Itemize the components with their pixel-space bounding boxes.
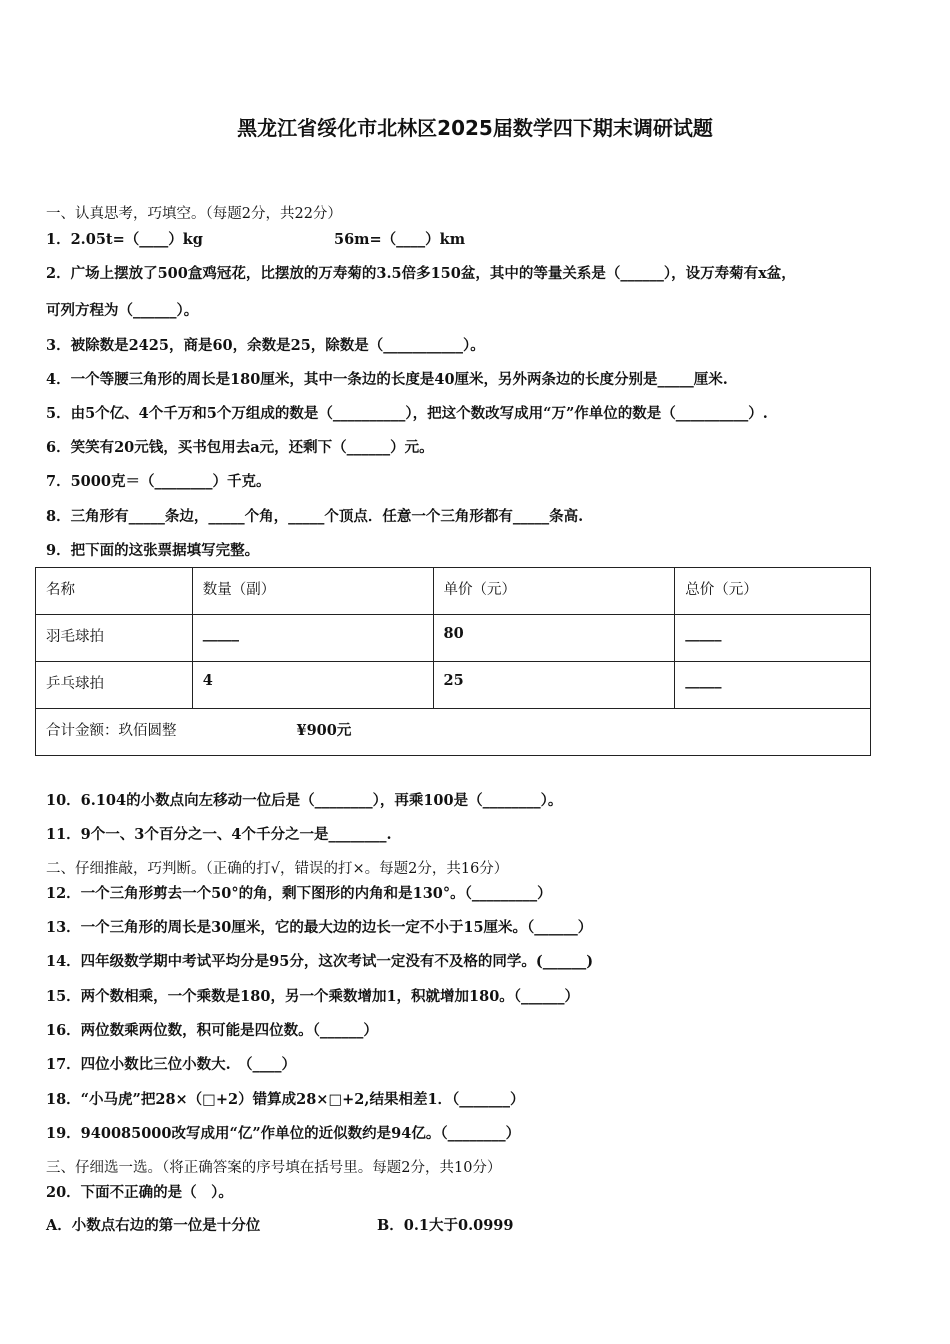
table-cell: 乒乓球拍 <box>36 662 193 709</box>
question-4: 4．一个等腰三角形的周长是180厘米，其中一条边的长度是40厘米，另外两条边的长度分别是_____厘米. <box>46 371 728 388</box>
question-1a: 1．2.05t=（____）kg <box>46 231 203 248</box>
table-header: 数量（副） <box>192 568 433 615</box>
page-title: 黑龙江省绥化市北林区2025届数学四下期末调研试题 <box>237 116 713 140</box>
question-1b: 56m=（____）km <box>334 231 466 248</box>
receipt-table <box>35 567 871 756</box>
table-cell: 4 <box>192 662 433 709</box>
question-17: 17．四位小数比三位小数大. （____） <box>46 1056 296 1073</box>
option-a: A．小数点右边的第一位是十分位 <box>46 1217 261 1234</box>
table-header: 总价（元） <box>675 568 871 615</box>
table-total-cell <box>36 709 871 756</box>
table-total-row <box>36 709 871 756</box>
section-3-heading: 三、仔细选一选。（将正确答案的序号填在括号里。每题2分，共10分） <box>46 1160 502 1176</box>
question-7: 7．5000克＝（________）千克。 <box>46 473 271 490</box>
table-header-row <box>36 568 871 615</box>
question-20: 20．下面不正确的是（ ）。 <box>46 1184 233 1201</box>
table-header: 名称 <box>36 568 193 615</box>
question-3: 3．被除数是2425，商是60，余数是25，除数是（___________）。 <box>46 337 485 354</box>
table-cell: 羽毛球拍 <box>36 615 193 662</box>
question-15: 15．两个数相乘，一个乘数是180，另一个乘数增加1，积就增加180。（______） <box>46 988 580 1005</box>
question-5: 5．由5个亿、4个千万和5个万组成的数是（__________），把这个数改写成用“万”作单位的数是（__________）. <box>46 405 768 422</box>
question-8: 8．三角形有_____条边，_____个角，_____个顶点．任意一个三角形都有_____条高. <box>46 508 584 525</box>
section-2-heading: 二、仔细推敲，巧判断。（正确的打√，错误的打×。每题2分，共16分） <box>46 861 509 877</box>
question-13: 13．一个三角形的周长是30厘米，它的最大边的边长一定不小于15厘米。（______） <box>46 919 593 936</box>
table-row <box>36 662 871 709</box>
question-2-line1: 2．广场上摆放了500盒鸡冠花，比摆放的万寿菊的3.5倍多150盆，其中的等量关系是（______），设万寿菊有x盆， <box>46 265 796 282</box>
option-b: B．0.1大于0.0999 <box>377 1217 514 1234</box>
table-row <box>36 615 871 662</box>
table-cell: 25 <box>433 662 675 709</box>
question-6: 6．笑笑有20元钱，买书包用去a元，还剩下（______）元。 <box>46 439 434 456</box>
table-cell-blank[interactable]: _____ <box>675 662 871 709</box>
section-1-heading: 一、认真思考，巧填空。（每题2分，共22分） <box>46 206 342 222</box>
total-amount: ¥900元 <box>296 722 352 739</box>
question-19: 19．940085000改写成用“亿”作单位的近似数约是94亿。（________） <box>46 1125 521 1142</box>
table-header: 单价（元） <box>433 568 675 615</box>
question-9: 9．把下面的这张票据填写完整。 <box>46 542 260 559</box>
question-2-line2: 可列方程为（______）。 <box>46 302 199 319</box>
question-18: 18．“小马虎”把28×（□+2）错算成28×□+2,结果相差1．（_______） <box>46 1091 525 1108</box>
table-cell-blank[interactable]: _____ <box>192 615 433 662</box>
question-16: 16．两位数乘两位数，积可能是四位数。（______） <box>46 1022 378 1039</box>
question-10: 10．6.104的小数点向左移动一位后是（________），再乘100是（________）。 <box>46 792 563 809</box>
question-12: 12．一个三角形剪去一个50°的角，剩下图形的内角和是130°。（_________） <box>46 885 552 902</box>
table-cell: 80 <box>433 615 675 662</box>
total-label: 合计金额：玖佰圆整 <box>46 723 177 739</box>
table-cell-blank[interactable]: _____ <box>675 615 871 662</box>
question-11: 11．9个一、3个百分之一、4个千分之一是________. <box>46 826 392 843</box>
question-14: 14．四年级数学期中考试平均分是95分，这次考试一定没有不及格的同学。(______) <box>46 953 594 970</box>
